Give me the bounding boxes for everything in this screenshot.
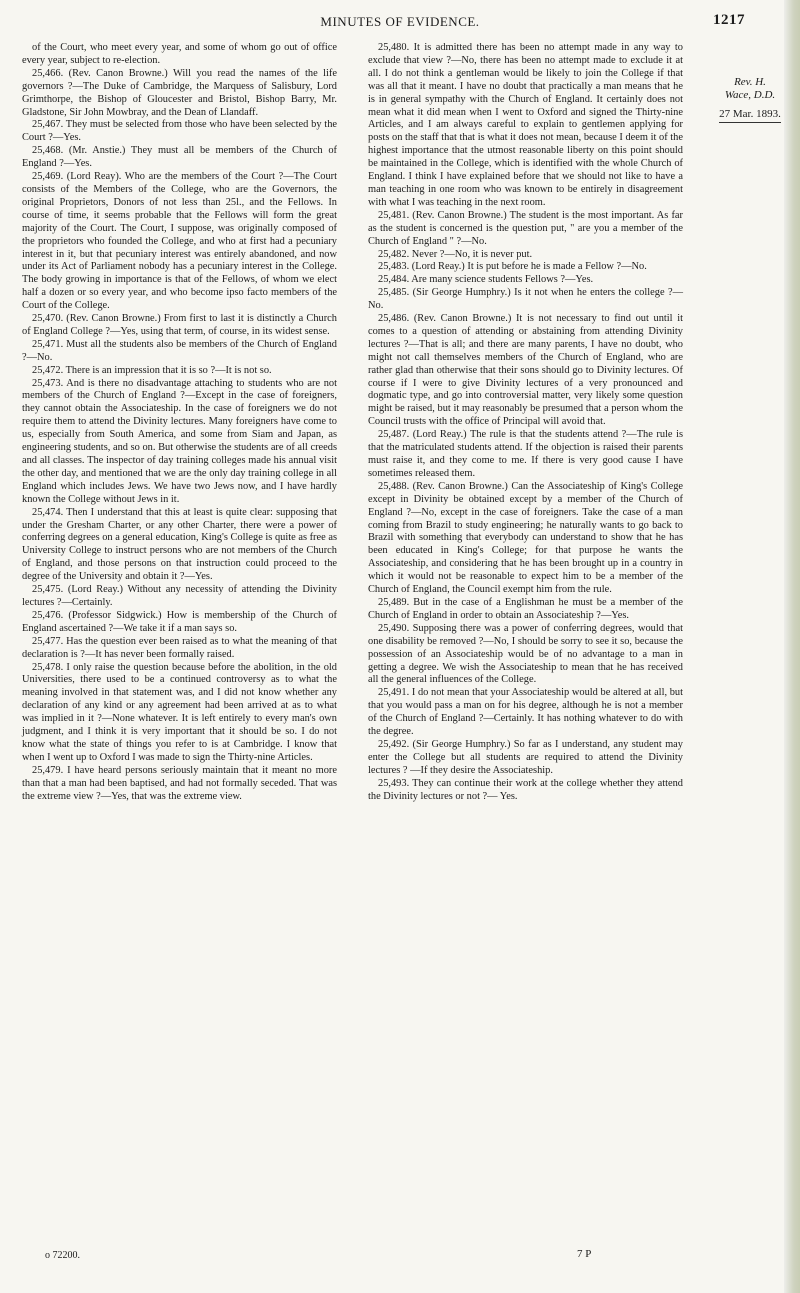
paragraph: 25,475. (Lord Reay.) Without any necessity of attending the Divinity lectures ?—Certainly. [22, 584, 337, 608]
right-column [368, 42, 683, 803]
margin-date: 27 Mar. 1893. [719, 108, 781, 123]
paragraph: 25,477. Has the question ever been raised as to what the meaning of that declaration is ?—It has never been formally raised. [22, 635, 337, 660]
paragraph: 25,492. (Sir George Humphry.) So far as I understand, any student may enter the College but all students are required to attend the Divinity lectures ? —If they desire the Associateship. [368, 738, 683, 776]
paragraph: 25,490. Supposing there was a power of conferring degrees, would that one disability be removed ?—No, I should be sorry to see it so, because the possession of an Associateship would be of no advantage to a man in getting a degree. We wish the Associateship to mean that he has received all the general influences of the College. [368, 622, 683, 686]
paragraph: 25,470. (Rev. Canon Browne.) From first to last it is distinctly a Church of England College ?—Yes, using that term, of course, in its widest sense. [22, 313, 337, 337]
paragraph: 25,468. (Mr. Anstie.) They must all be members of the Church of England ?—Yes. [22, 145, 337, 170]
margin-note [705, 76, 795, 123]
print-code: o 72200. [45, 1250, 80, 1261]
page-number: 1217 [713, 12, 745, 28]
paragraph: 25,472. There is an impression that it is so ?—It is not so. [32, 364, 272, 376]
paragraph: 25,469. (Lord Reay). Who are the members of the Court ?—The Court consists of the Members of the College, who are the Governors, the original Proprietors, Donors of not less than 25l., and the Fellows. In course of time, it seems probable that the Fellows will form the great majority of the Court. The Court, I suppose, was originally composed of the proprietors who founded the College, and who at first had a pecuniary interest in it, but that pecuniary interest was entirely abandoned, and now under its Act of Parliament nobody has a pecuniary interest in the College. The body growing in importance is that of the Fellows, of whom we elect half a dozen or so every year, and who become ipso facto members of the Court of the College. [22, 171, 337, 312]
paragraph: 25,484. Are many science students Fellows ?—Yes. [378, 274, 594, 286]
paragraph: 25,467. They must be selected from those who have been selected by the Court ?—Yes. [22, 119, 337, 144]
paragraph: 25,478. I only raise the question because before the abolition, in the old Universities, there used to be a continued controversy as to what the meaning involved in that statement was, and I did not know whether any declaration of any kind or any agreement had been arrived at as to what was implied in it ?—None whatever. It is left entirely to every man's own judgment, and I think it is very important that it should be so. I do not know what the state of things you refer to is at Cambridge. I know that when I went up to Oxford I was made to sign the Thirty-nine Articles. [22, 661, 337, 763]
page-title: MINUTES OF EVIDENCE. [320, 14, 480, 29]
page-header [0, 10, 800, 34]
paragraph: 25,483. (Lord Reay.) It is put before he is made a Fellow ?—No. [378, 261, 647, 273]
paragraph: 25,485. (Sir George Humphry.) Is it not when he enters the college ?—No. [368, 287, 683, 312]
paragraph: 25,487. (Lord Reay.) The rule is that the students attend ?—The rule is that the matriculated students attend. If the objection is raised their parents must raise it, and they come to me. If there is very good cause I have sometimes released them. [368, 429, 683, 479]
paragraph: 25,471. Must all the students also be members of the Church of England ?—No. [22, 338, 337, 363]
paragraph: 25,486. (Rev. Canon Browne.) It is not necessary to find out until it comes to a question of attending or abstaining from attending Divinity lectures ?—That is all; and there are many parents, I have no doubt, who might not call themselves members of the Church of England, who are rather glad than otherwise that their sons should go to Divinity lectures. Of course if I were to give Divinity lectures of a very pronounced and dogmatic type, and go into controversial matter, very likely some question might be raised, but it may reasonably be presumed that a person whom the Council trusts with the office of Principal will avoid that. [368, 313, 683, 428]
paragraph: 25,474. Then I understand that this at least is quite clear: supposing that under the Gresham Charter, or any other Charter, there were a power of conferring degrees on a general education, King's College is quite as free as University College to instruct persons who are not members of the Church of England, and those persons on that instruction could proceed to the degree of the University and obtain it ?—Yes. [22, 506, 337, 583]
paragraph: 25,493. They can continue their work at the college whether they attend the Divinity lectures or not ?— Yes. [368, 777, 683, 802]
speaker-degree: Wace, D.D. [724, 89, 776, 101]
paragraph: 25,466. (Rev. Canon Browne.) Will you read the names of the life governors ?—The Duke of Cambridge, the Marquess of Salisbury, Lord Grimthorpe, the Bishop of Gloucester and Bristol, Bishop Barry, Mr. Gladstone, Sir John Mowbray, and the Dean of Llandaff. [22, 67, 337, 118]
signature-mark: 7 P [577, 1248, 592, 1260]
left-column [22, 42, 337, 803]
paragraph: 25,480. It is admitted there has been no attempt made in any way to exclude that view ?—No, there has been no attempt made to exclude it at all. I do not think a gentleman would be likely to join the College if that was all that it meant. I have no doubt that practically a man means that he is in general sympathy with the Church of England. It certainly does not mean what it did mean when I went to Oxford and signed the Thirty-nine Articles, and I am always careful to explain to gentlemen applying for posts on the staff that that is what it does not mean, because I deem it of the highest importance that the utmost reasonable liberty on this point should be maintained in the College, which is identified with the whole Church of England. I think I have explained before that we should not like to have a man teaching in one room who was known to be entirely in disagreement with what I was teaching in the next room. [368, 42, 683, 208]
page-edge-shadow [784, 0, 800, 1293]
paragraph: 25,491. I do not mean that your Associateship would be altered at all, but that you would pass a man on for his degree, although he is not a member of the Church of England ?—Certainly. It has nothing whatever to do with the degree. [368, 687, 683, 738]
paragraph: 25,479. I have heard persons seriously maintain that it meant no more than that a man had been baptised, and had not formally seceded. That was the extreme view ?—Yes, that was the extreme view. [22, 764, 337, 802]
speaker-name: Rev. H. [734, 76, 766, 88]
paragraph: 25,488. (Rev. Canon Browne.) Can the Associateship of King's College except in Divinity be obtained except by a member of the Church of England ?—No, except in the case of foreigners. Take the case of a man coming from Brazil to study engineering; he naturally wants to go back to Brazil with something that everybody can understand to show that he has been educated in King's College; for that purpose he wants the Associateship, and considering that he has been brought up in a country in which it would not be reasonable to expect him to be a member of the Church of England, the Council exempt him from the rule. [368, 480, 683, 596]
paragraph: 25,476. (Professor Sidgwick.) How is membership of the Church of England ascertained ?—We take it if a man says so. [22, 609, 337, 634]
paragraph: 25,489. But in the case of a Englishman he must be a member of the Church of England in order to obtain an Associateship ?—Yes. [368, 596, 683, 621]
paragraph: 25,473. And is there no disadvantage attaching to students who are not members of the Church of England ?—Except in the case of foreigners, they cannot obtain the Associateship. In the case of foreigners we do not require them to attend the Divinity lectures. Many foreigners have come to us, especially from South America, and some from Siam and Japan, as engineering students, and so on. But otherwise the students are of all creeds and all classes. The inspector of day training colleges made his annual visit the other day, and mentioned that we are the only day training college in all England which includes Jews. We have two Jews now, and I have hardly known the College without Jews in it. [22, 377, 337, 505]
paragraph: 25,481. (Rev. Canon Browne.) The student is the most important. As far as the student is concerned is the question put, " are you a member of the Church of England " ?—No. [368, 209, 683, 247]
paragraph: of the Court, who meet every year, and some of whom go out of office every year, subject to re-election. [22, 42, 337, 66]
paragraph: 25,482. Never ?—No, it is never put. [378, 248, 533, 260]
